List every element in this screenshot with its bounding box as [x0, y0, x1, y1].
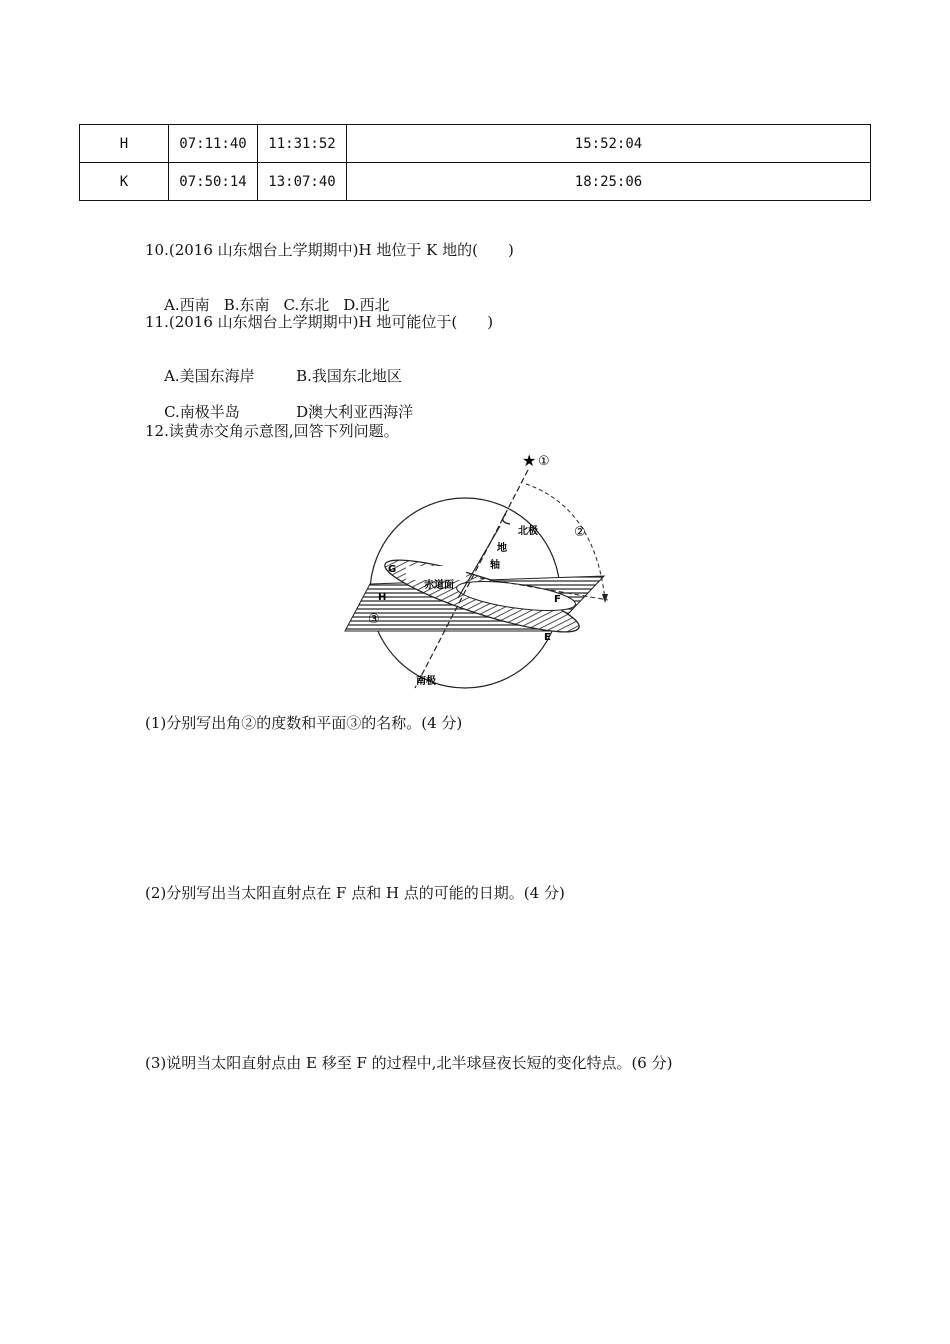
option-b: B.我国东北地区	[296, 367, 402, 385]
sunset-cell: 18:25:06	[347, 163, 871, 201]
axis-label-2: 轴	[490, 560, 500, 571]
point-h-label: H	[378, 592, 387, 603]
question-12-stem: 12.读黄赤交角示意图,回答下列问题。	[145, 422, 399, 440]
place-cell: H	[80, 125, 169, 163]
table-row	[80, 125, 871, 163]
sun-times-table	[79, 124, 871, 201]
noon-cell: 13:07:40	[258, 163, 347, 201]
label-2: ②	[574, 525, 586, 540]
option-a: A.美国东海岸	[164, 367, 255, 385]
place-cell: K	[80, 163, 169, 201]
point-e-label: E	[544, 632, 551, 643]
ecliptic-obliquity-diagram	[340, 448, 620, 690]
point-f-label: F	[554, 594, 561, 605]
sunrise-cell: 07:50:14	[169, 163, 258, 201]
table-row	[80, 163, 871, 201]
sub-question-1: (1)分别写出角②的度数和平面③的名称。(4 分)	[145, 714, 463, 732]
option-d: D.西北	[343, 296, 390, 314]
noon-cell: 11:31:52	[258, 125, 347, 163]
axis-label-1: 地	[497, 543, 507, 554]
sunrise-cell: 07:11:40	[169, 125, 258, 163]
star-icon: ★	[522, 451, 537, 470]
question-11-stem: 11.(2016 山东烟台上学期期中)H 地可能位于( )	[145, 313, 494, 331]
north-pole-label: 北极	[518, 526, 538, 537]
sub-question-2: (2)分别写出当太阳直射点在 F 点和 H 点的可能的日期。(4 分)	[145, 884, 565, 902]
south-pole-label: 南极	[416, 676, 436, 687]
option-c: C.东北	[283, 296, 330, 314]
sunset-cell: 15:52:04	[347, 125, 871, 163]
option-d: D澳大利亚西海洋	[296, 403, 414, 421]
point-g-label: G	[388, 564, 397, 575]
rotation-arrow-icon	[503, 514, 510, 524]
label-1: ①	[538, 454, 550, 469]
equator-plane-label: 赤道面	[424, 580, 454, 591]
option-b: B.东南	[223, 296, 270, 314]
question-10-stem: 10.(2016 山东烟台上学期期中)H 地位于 K 地的( )	[145, 241, 514, 259]
option-a: A.西南	[164, 296, 210, 314]
label-3: ③	[368, 612, 380, 627]
sub-question-3: (3)说明当太阳直射点由 E 移至 F 的过程中,北半球昼夜长短的变化特点。(6 分)	[145, 1054, 673, 1072]
option-c: C.南极半岛	[164, 403, 240, 421]
